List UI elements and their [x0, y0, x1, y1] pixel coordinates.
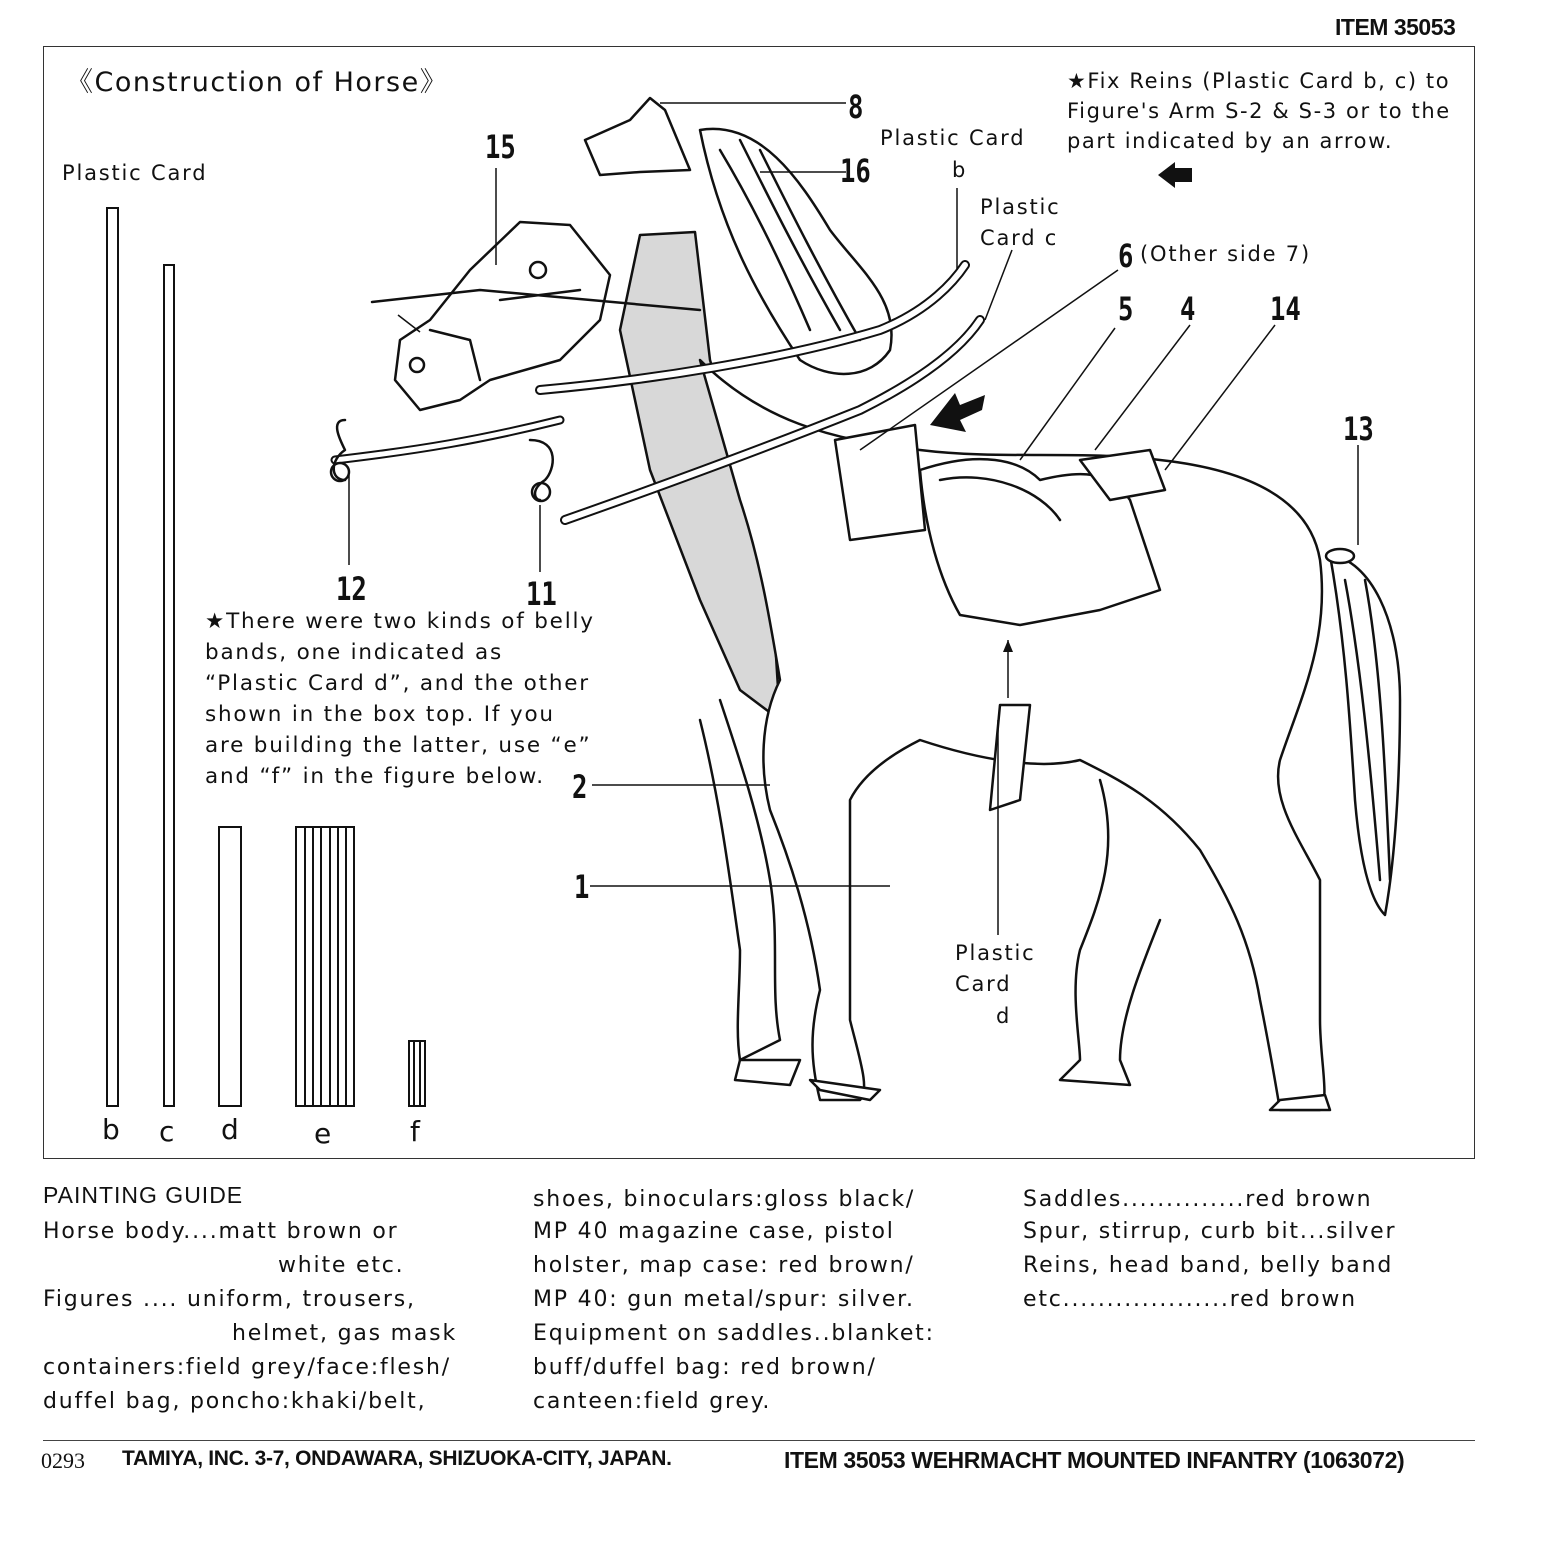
- plastic-card-label: Plastic Card: [62, 161, 208, 185]
- strip-label-b: b: [102, 1113, 120, 1146]
- callout-4: 4: [1180, 290, 1196, 328]
- callout-6: 6: [1118, 237, 1134, 275]
- ear-part-8: [585, 98, 690, 175]
- callout-16: 16: [840, 152, 871, 190]
- bit-12: [334, 420, 345, 480]
- pg-col3-line1: Saddles..............red brown: [1023, 1187, 1373, 1212]
- pg-col2-line4: MP 40: gun metal/spur: silver.: [533, 1287, 915, 1312]
- callout-1: 1: [574, 868, 590, 906]
- pg-col1-line5: containers:field grey/face:flesh/: [43, 1355, 451, 1380]
- footer-item-title: ITEM 35053 WEHRMACHT MOUNTED INFANTRY (1063072): [784, 1447, 1405, 1473]
- callout-8: 8: [848, 88, 864, 126]
- plastic-card-d-card: Card: [955, 972, 1012, 996]
- pg-col2-line1: shoes, binoculars:gloss black/: [533, 1187, 916, 1212]
- attach-arrow: [930, 393, 985, 432]
- construction-title: 《Construction of Horse》: [66, 67, 449, 98]
- pg-col1-line3: Figures .... uniform, trousers,: [43, 1287, 416, 1312]
- pg-col3-line2: Spur, stirrup, curb bit...silver: [1023, 1219, 1397, 1244]
- pg-col2-line5: Equipment on saddles..blanket:: [533, 1321, 935, 1346]
- footer-rule: [43, 1440, 1475, 1441]
- footer-company: TAMIYA, INC. 3-7, ONDAWARA, SHIZUOKA-CITY, JAPAN.: [122, 1447, 672, 1470]
- callout-15: 15: [485, 128, 516, 166]
- callout-14: 14: [1270, 290, 1301, 328]
- strip-f: [409, 1041, 425, 1106]
- fix-reins-note: ★Fix Reins (Plastic Card b, c) to Figure's Arm S-2 & S-3 or to the part indicated by an arrow.: [1067, 69, 1451, 153]
- plastic-card-d-letter: d: [996, 1004, 1012, 1028]
- callout-5: 5: [1118, 290, 1134, 328]
- callout-2: 2: [572, 768, 588, 806]
- callout-13: 13: [1343, 410, 1374, 448]
- callout-12: 12: [336, 570, 367, 608]
- plastic-card-c-label: Plastic: [980, 195, 1061, 219]
- strip-label-f: f: [410, 1115, 420, 1148]
- pg-col3-line4: etc...................red brown: [1023, 1287, 1357, 1312]
- strip-label-e: e: [314, 1117, 332, 1150]
- pg-col2-line7: canteen:field grey.: [533, 1389, 772, 1414]
- pg-col3-line3: Reins, head band, belly band: [1023, 1253, 1394, 1278]
- pg-col1-line2: white etc.: [278, 1253, 405, 1278]
- plastic-card-b-label: Plastic Card: [880, 126, 1026, 150]
- pg-col2-line6: buff/duffel bag: red brown/: [533, 1355, 877, 1380]
- pg-col1-line1: Horse body....matt brown or: [43, 1219, 399, 1244]
- pg-col2-line3: holster, map case: red brown/: [533, 1253, 915, 1278]
- pg-col1-line6: duffel bag, poncho:khaki/belt,: [43, 1389, 427, 1414]
- item-number: ITEM 35053: [1335, 14, 1456, 40]
- strip-c: [164, 265, 174, 1106]
- front-bag: [835, 425, 925, 540]
- callout-6-other-side: (Other side 7): [1140, 242, 1311, 266]
- fix-note-arrow-icon: [1158, 162, 1192, 188]
- strip-d: [219, 827, 241, 1106]
- plastic-card-b-letter: b: [952, 158, 968, 182]
- strip-label-c: c: [159, 1115, 175, 1148]
- belly-band-note: ★There were two kinds of belly bands, one indicated as “Plastic Card d”, and the other shown in the box top. If you are building the latter, use “e” and “f” in the figure below.: [205, 609, 595, 789]
- pg-col2-line2: MP 40 magazine case, pistol: [533, 1219, 895, 1244]
- strip-b: [107, 208, 118, 1106]
- plastic-card-c-letter: Card c: [980, 226, 1059, 250]
- callout-11: 11: [526, 575, 557, 613]
- plastic-card-d-label: Plastic: [955, 941, 1036, 965]
- pg-col1-line4: helmet, gas mask: [232, 1321, 457, 1346]
- painting-guide-heading: PAINTING GUIDE: [43, 1182, 244, 1208]
- footer-code: 0293: [41, 1448, 85, 1473]
- strip-label-d: d: [221, 1113, 239, 1146]
